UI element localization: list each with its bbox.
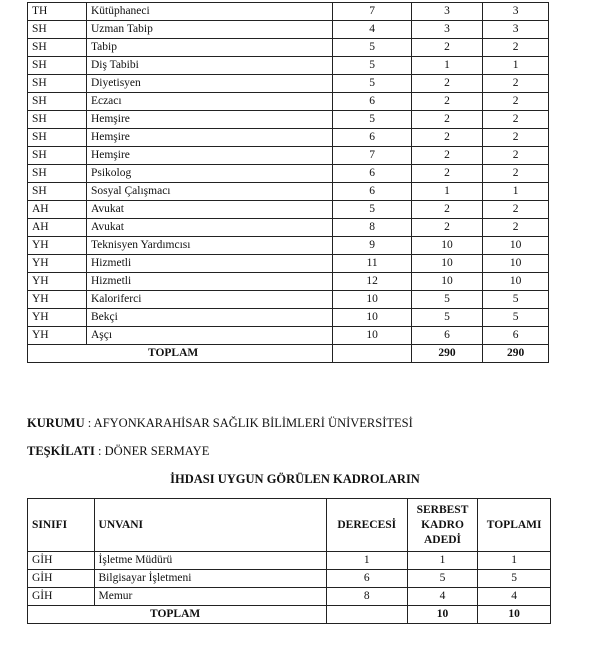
cell-sinif: AH — [28, 201, 87, 219]
cell-toplam: 6 — [483, 327, 549, 345]
cell-toplam: 4 — [478, 588, 551, 606]
cell-derece: 7 — [333, 147, 411, 165]
cell-unvan: Avukat — [86, 201, 333, 219]
cell-toplam: 3 — [483, 3, 549, 21]
cell-unvan: Memur — [94, 588, 326, 606]
organization-label: TEŞKİLATI — [27, 444, 95, 458]
cell-serbest: 5 — [407, 570, 478, 588]
cell-serbest: 10 — [411, 273, 482, 291]
cell-sinif: YH — [28, 327, 87, 345]
table-row — [28, 309, 549, 327]
cell-derece: 9 — [333, 237, 411, 255]
cell-sinif: AH — [28, 219, 87, 237]
cell-toplam: 5 — [483, 309, 549, 327]
cell-sinif: YH — [28, 291, 87, 309]
table-row — [28, 111, 549, 129]
cell-toplam: 10 — [483, 237, 549, 255]
cell-derece: 10 — [333, 327, 411, 345]
cell-unvan: Kütüphaneci — [86, 3, 333, 21]
cell-sinif: SH — [28, 75, 87, 93]
cell-derece: 7 — [333, 3, 411, 21]
cell-unvan: Bekçi — [86, 309, 333, 327]
cell-toplam: 5 — [483, 291, 549, 309]
header-serbest-line1: SERBEST — [416, 503, 469, 516]
table-row — [28, 75, 549, 93]
cell-serbest: 3 — [411, 21, 482, 39]
header-serbest-line3: ADEDİ — [423, 533, 462, 546]
cell-toplam: 1 — [483, 57, 549, 75]
cell-sinif: GİH — [28, 588, 95, 606]
total-label: TOPLAM — [148, 347, 199, 359]
cell-unvan: Aşçı — [86, 327, 333, 345]
cell-toplam: 2 — [483, 219, 549, 237]
cell-serbest: 2 — [411, 75, 482, 93]
table-row — [28, 570, 551, 588]
total-label: TOPLAM — [150, 608, 201, 620]
header-unvan: UNVANI — [94, 499, 326, 552]
total-row — [28, 606, 551, 624]
cell-serbest: 2 — [411, 201, 482, 219]
cell-toplam: 2 — [483, 147, 549, 165]
cell-toplam: 3 — [483, 21, 549, 39]
total-label-cell — [28, 345, 333, 363]
table-row — [28, 552, 551, 570]
header-sinif: SINIFI — [28, 499, 95, 552]
cell-toplam: 2 — [483, 93, 549, 111]
total-derece-cell — [326, 606, 407, 624]
table-row — [28, 588, 551, 606]
top-table-body — [28, 3, 549, 363]
cell-unvan: Psikolog — [86, 165, 333, 183]
table-row — [28, 219, 549, 237]
cell-unvan: İşletme Müdürü — [94, 552, 326, 570]
cell-sinif: YH — [28, 309, 87, 327]
table-row — [28, 201, 549, 219]
cell-sinif: SH — [28, 39, 87, 57]
table-row — [28, 183, 549, 201]
cell-sinif: GİH — [28, 552, 95, 570]
institution-line — [27, 416, 413, 431]
institution-value: : AFYONKARAHİSAR SAĞLIK BİLİMLERİ ÜNİVERSİTESİ — [87, 416, 413, 430]
cell-sinif: SH — [28, 147, 87, 165]
table-row — [28, 237, 549, 255]
cell-derece: 5 — [333, 39, 411, 57]
cell-serbest: 1 — [407, 552, 478, 570]
top-staff-table — [27, 2, 549, 363]
section-title: İHDASI UYGUN GÖRÜLEN KADROLARIN — [170, 472, 420, 486]
cell-derece: 8 — [333, 219, 411, 237]
total-label-cell — [28, 606, 327, 624]
cell-unvan: Eczacı — [86, 93, 333, 111]
total-derece-cell — [333, 345, 411, 363]
cell-serbest: 2 — [411, 219, 482, 237]
cell-sinif: YH — [28, 273, 87, 291]
cell-derece: 10 — [333, 291, 411, 309]
cell-sinif: SH — [28, 93, 87, 111]
table-row — [28, 3, 549, 21]
header-derece: DERECESİ — [326, 499, 407, 552]
cell-unvan: Bilgisayar İşletmeni — [94, 570, 326, 588]
cell-sinif: YH — [28, 255, 87, 273]
cell-sinif: SH — [28, 111, 87, 129]
table-row — [28, 21, 549, 39]
cell-serbest: 10 — [411, 237, 482, 255]
total-serbest: 10 — [407, 606, 478, 624]
cell-derece: 11 — [333, 255, 411, 273]
bottom-staff-table — [27, 498, 551, 624]
bottom-table-header-row — [28, 499, 551, 552]
cell-toplam: 10 — [483, 255, 549, 273]
cell-unvan: Hemşire — [86, 147, 333, 165]
cell-sinif: YH — [28, 237, 87, 255]
cell-sinif: SH — [28, 183, 87, 201]
cell-toplam: 2 — [483, 39, 549, 57]
total-toplam: 10 — [478, 606, 551, 624]
cell-unvan: Hemşire — [86, 111, 333, 129]
cell-unvan: Diyetisyen — [86, 75, 333, 93]
cell-toplam: 2 — [483, 165, 549, 183]
cell-sinif: GİH — [28, 570, 95, 588]
cell-toplam: 2 — [483, 201, 549, 219]
cell-unvan: Teknisyen Yardımcısı — [86, 237, 333, 255]
institution-label: KURUMU — [27, 416, 85, 430]
cell-sinif: SH — [28, 57, 87, 75]
table-row — [28, 93, 549, 111]
cell-serbest: 3 — [411, 3, 482, 21]
table-row — [28, 129, 549, 147]
total-toplam: 290 — [483, 345, 549, 363]
table-row — [28, 165, 549, 183]
cell-unvan: Hemşire — [86, 129, 333, 147]
cell-sinif: SH — [28, 165, 87, 183]
cell-serbest: 2 — [411, 39, 482, 57]
cell-derece: 5 — [333, 111, 411, 129]
total-row — [28, 345, 549, 363]
cell-toplam: 2 — [483, 129, 549, 147]
cell-serbest: 10 — [411, 255, 482, 273]
table-row — [28, 291, 549, 309]
cell-serbest: 5 — [411, 291, 482, 309]
organization-value: : DÖNER SERMAYE — [97, 444, 210, 458]
cell-unvan: Sosyal Çalışmacı — [86, 183, 333, 201]
header-serbest-kadro-adedi — [407, 499, 478, 552]
cell-toplam: 1 — [483, 183, 549, 201]
cell-serbest: 2 — [411, 165, 482, 183]
cell-derece: 10 — [333, 309, 411, 327]
cell-unvan: Avukat — [86, 219, 333, 237]
cell-toplam: 2 — [483, 75, 549, 93]
cell-serbest: 2 — [411, 129, 482, 147]
table-row — [28, 273, 549, 291]
cell-unvan: Hizmetli — [86, 255, 333, 273]
cell-unvan: Diş Tabibi — [86, 57, 333, 75]
cell-unvan: Hizmetli — [86, 273, 333, 291]
cell-serbest: 5 — [411, 309, 482, 327]
cell-derece: 6 — [333, 183, 411, 201]
cell-derece: 5 — [333, 57, 411, 75]
cell-derece: 6 — [333, 129, 411, 147]
cell-unvan: Uzman Tabip — [86, 21, 333, 39]
cell-serbest: 2 — [411, 93, 482, 111]
table-row — [28, 327, 549, 345]
table-row — [28, 147, 549, 165]
cell-serbest: 1 — [411, 57, 482, 75]
cell-derece: 12 — [333, 273, 411, 291]
cell-unvan: Kaloriferci — [86, 291, 333, 309]
cell-serbest: 2 — [411, 147, 482, 165]
bottom-table-body — [28, 552, 551, 624]
cell-toplam: 5 — [478, 570, 551, 588]
cell-derece: 6 — [333, 165, 411, 183]
cell-derece: 6 — [326, 570, 407, 588]
cell-toplam: 10 — [483, 273, 549, 291]
cell-serbest: 4 — [407, 588, 478, 606]
header-toplam: TOPLAMI — [478, 499, 551, 552]
cell-serbest: 2 — [411, 111, 482, 129]
cell-sinif: TH — [28, 3, 87, 21]
total-serbest: 290 — [411, 345, 482, 363]
table-row — [28, 39, 549, 57]
cell-sinif: SH — [28, 129, 87, 147]
cell-derece: 8 — [326, 588, 407, 606]
table-row — [28, 255, 549, 273]
cell-derece: 4 — [333, 21, 411, 39]
cell-sinif: SH — [28, 21, 87, 39]
cell-derece: 5 — [333, 201, 411, 219]
cell-toplam: 2 — [483, 111, 549, 129]
table-row — [28, 57, 549, 75]
cell-toplam: 1 — [478, 552, 551, 570]
cell-derece: 5 — [333, 75, 411, 93]
cell-unvan: Tabip — [86, 39, 333, 57]
header-serbest-line2: KADRO — [421, 518, 464, 531]
cell-serbest: 6 — [411, 327, 482, 345]
cell-serbest: 1 — [411, 183, 482, 201]
cell-derece: 1 — [326, 552, 407, 570]
cell-derece: 6 — [333, 93, 411, 111]
organization-line — [27, 444, 209, 459]
